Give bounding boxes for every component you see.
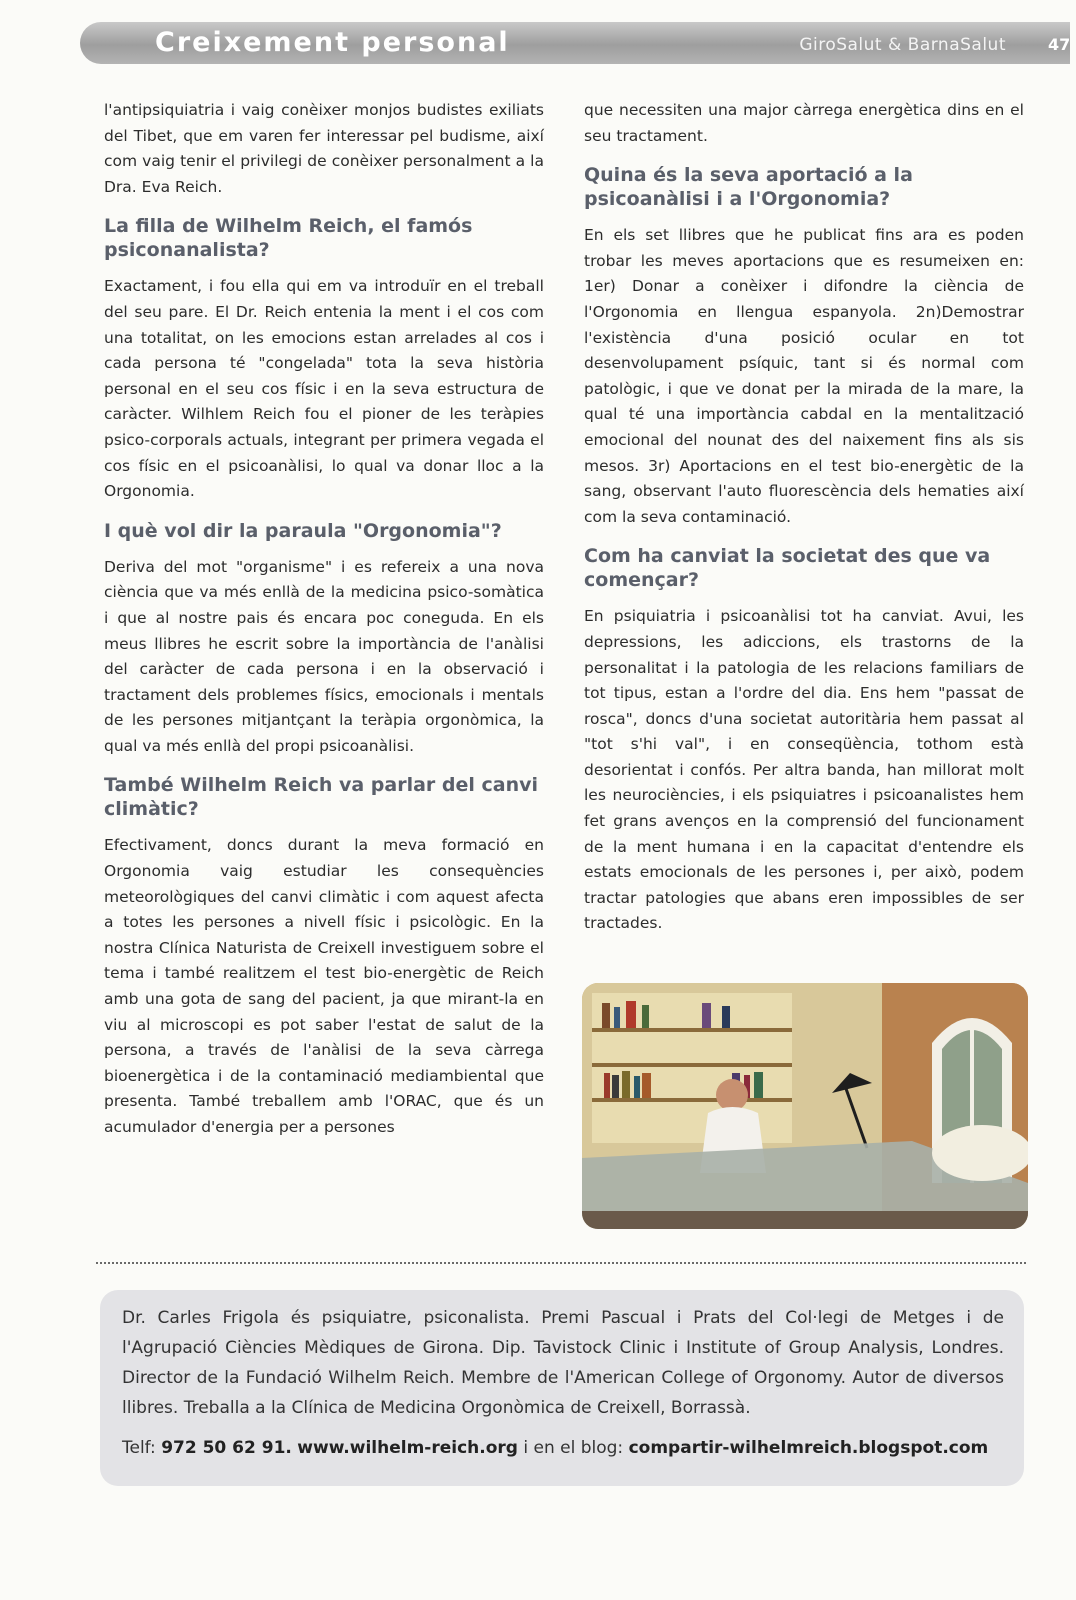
left-column [104,98,544,1155]
question-heading: També Wilhelm Reich va parlar del canvi climàtic? [104,774,539,821]
question-heading: Com ha canviat la societat des que va començar? [584,545,991,592]
question-heading: Quina és la seva aportació a la psicoanàlisi i a l'Orgonomia? [584,164,913,211]
author-bio: Dr. Carles Frigola és psiquiatre, psiconalista. Premi Pascual i Prats del Col·legi de Metges i de l'Agrupació Ciències Mèdiques de Girona. Dip. Tavistock Clinic i Institute of Group Analysis, Londres. Director de la Fundació Wilhelm Reich. Membre de l'American College of Orgonomy. Autor de diversos llibres. Treballa a la Clínica de Medicina Orgonòmica de Creixell, Borrassà. [122,1308,1004,1418]
answer-paragraph: Efectivament, doncs durant la meva formació en Orgonomia vaig estudiar les consequències meteorològiques del canvi climàtic i com aquest afecta a totes les persones a nivell físic i psicològic. En la nostra Clínica Naturista de Creixell investiguem sobre el tema i també realitzem el test bio-energètic de Reich amb una gota de sang del pacient, ja que mirant-la en viu al microscopi es pot saber l'estat de salut de la persona, a través de l'anàlisi de la seva càrrega bioenergètica i de la contaminació mediambiental que presenta. També treballem amb l'ORAC, que és un acumulador d'energia per a persones [104,836,544,1136]
blog-label: i en el blog: [523,1438,624,1458]
paragraph: que necessiten una major càrrega energètica dins en el seu tractament. [584,101,1024,145]
phone-number: 972 50 62 91. [161,1438,292,1458]
magazine-brand: GiroSalut & BarnaSalut [799,35,1006,55]
answer-paragraph: Exactament, i fou ella qui em va introduïr en el treball del seu pare. El Dr. Reich entenia la ment i el cos com una totalitat, on les emocions estan arrelades al cos i cada persona té "congelada" tota la seva història personal en el seu cos físic i en la seva estructura de caràcter. Wilhlem Reich fou el pioner de les teràpies psico-corporals actuals, integrant per primera vegada el cos físic en el psicoanàlisi, lo qual va donar lloc a la Orgonomia. [104,277,544,501]
answer-paragraph: En els set llibres que he publicat fins ara es poden trobar les meves aportacions que es resumeixen en: 1er) Donar a conèixer i difondre la ciència de l'Orgonomia en llengua espanyola. 2n)Demostrar l'existència d'una posició ocular en tot desenvolupament psíquic, tant si és normal com patològic, i que ve donat per la mirada de la mare, la qual té una importància cabdal en la mentalització emocional del nounat des del naixement fins als sis mesos. 3r) Aportacions en el test bio-energètic de la sang, observant l'auto fluorescència dels hematies així com la seva contaminació. [584,226,1024,526]
answer-paragraph: En psiquiatria i psicoanàlisi tot ha canviat. Avui, les depressions, les adiccions, els trastorns de la personalitat i la patologia de les relacions familiars de tot tipus, estan a l'ordre del dia. Ens hem "passat de rosca", doncs d'una societat autoritària hem passat al "tot s'hi val", i en conseqüència, tothom està desorientat i confós. Per altra banda, han millorat molt les neurociències, i els psiquiatres i psicoanalistes hem fet grans avenços en la comprensió del funcionament de la ment humana i en la capacitat d'entendre els estats emocionals de les persones i, per això, podem tractar patologies que abans eren impossibles de ser tractades. [584,607,1024,933]
dotted-divider [96,1262,1026,1264]
page-number: 47 [1048,35,1071,54]
answer-paragraph: Deriva del mot "organisme" i es refereix a una nova ciència que va més enllà de la medicina psico-somàtica i que al nostre pais és encara poc coneguda. En els meus llibres he escrit sobre la importància de l'anàlisi del caràcter de cada persona i en la observació i tractament dels problemes físics, emocionals i mentals de les persones mitjantçant la teràpia orgonòmica, la qual va més enllà del propi psicoanàlisi. [104,557,544,755]
website-link[interactable]: www.wilhelm-reich.org [297,1438,518,1458]
question-heading: La filla de Wilhelm Reich, el famós psiconanalista? [104,215,473,262]
blog-link[interactable]: compartir-wilhelmreich.blogspot.com [628,1438,989,1458]
contact-line [122,1433,1022,1463]
paragraph: l'antipsiquiatria i vaig conèixer monjos budistes exiliats del Tibet, que em varen fer interessar pel budisme, així com vaig tenir el privilegi de conèixer personalment a la Dra. Eva Reich. [104,101,544,196]
right-column [584,98,1024,951]
section-title: Creixement personal [155,27,510,58]
phone-label: Telf: [122,1438,156,1458]
question-heading: I què vol dir la paraula "Orgonomia"? [104,519,502,542]
office-photo [582,983,1028,1229]
